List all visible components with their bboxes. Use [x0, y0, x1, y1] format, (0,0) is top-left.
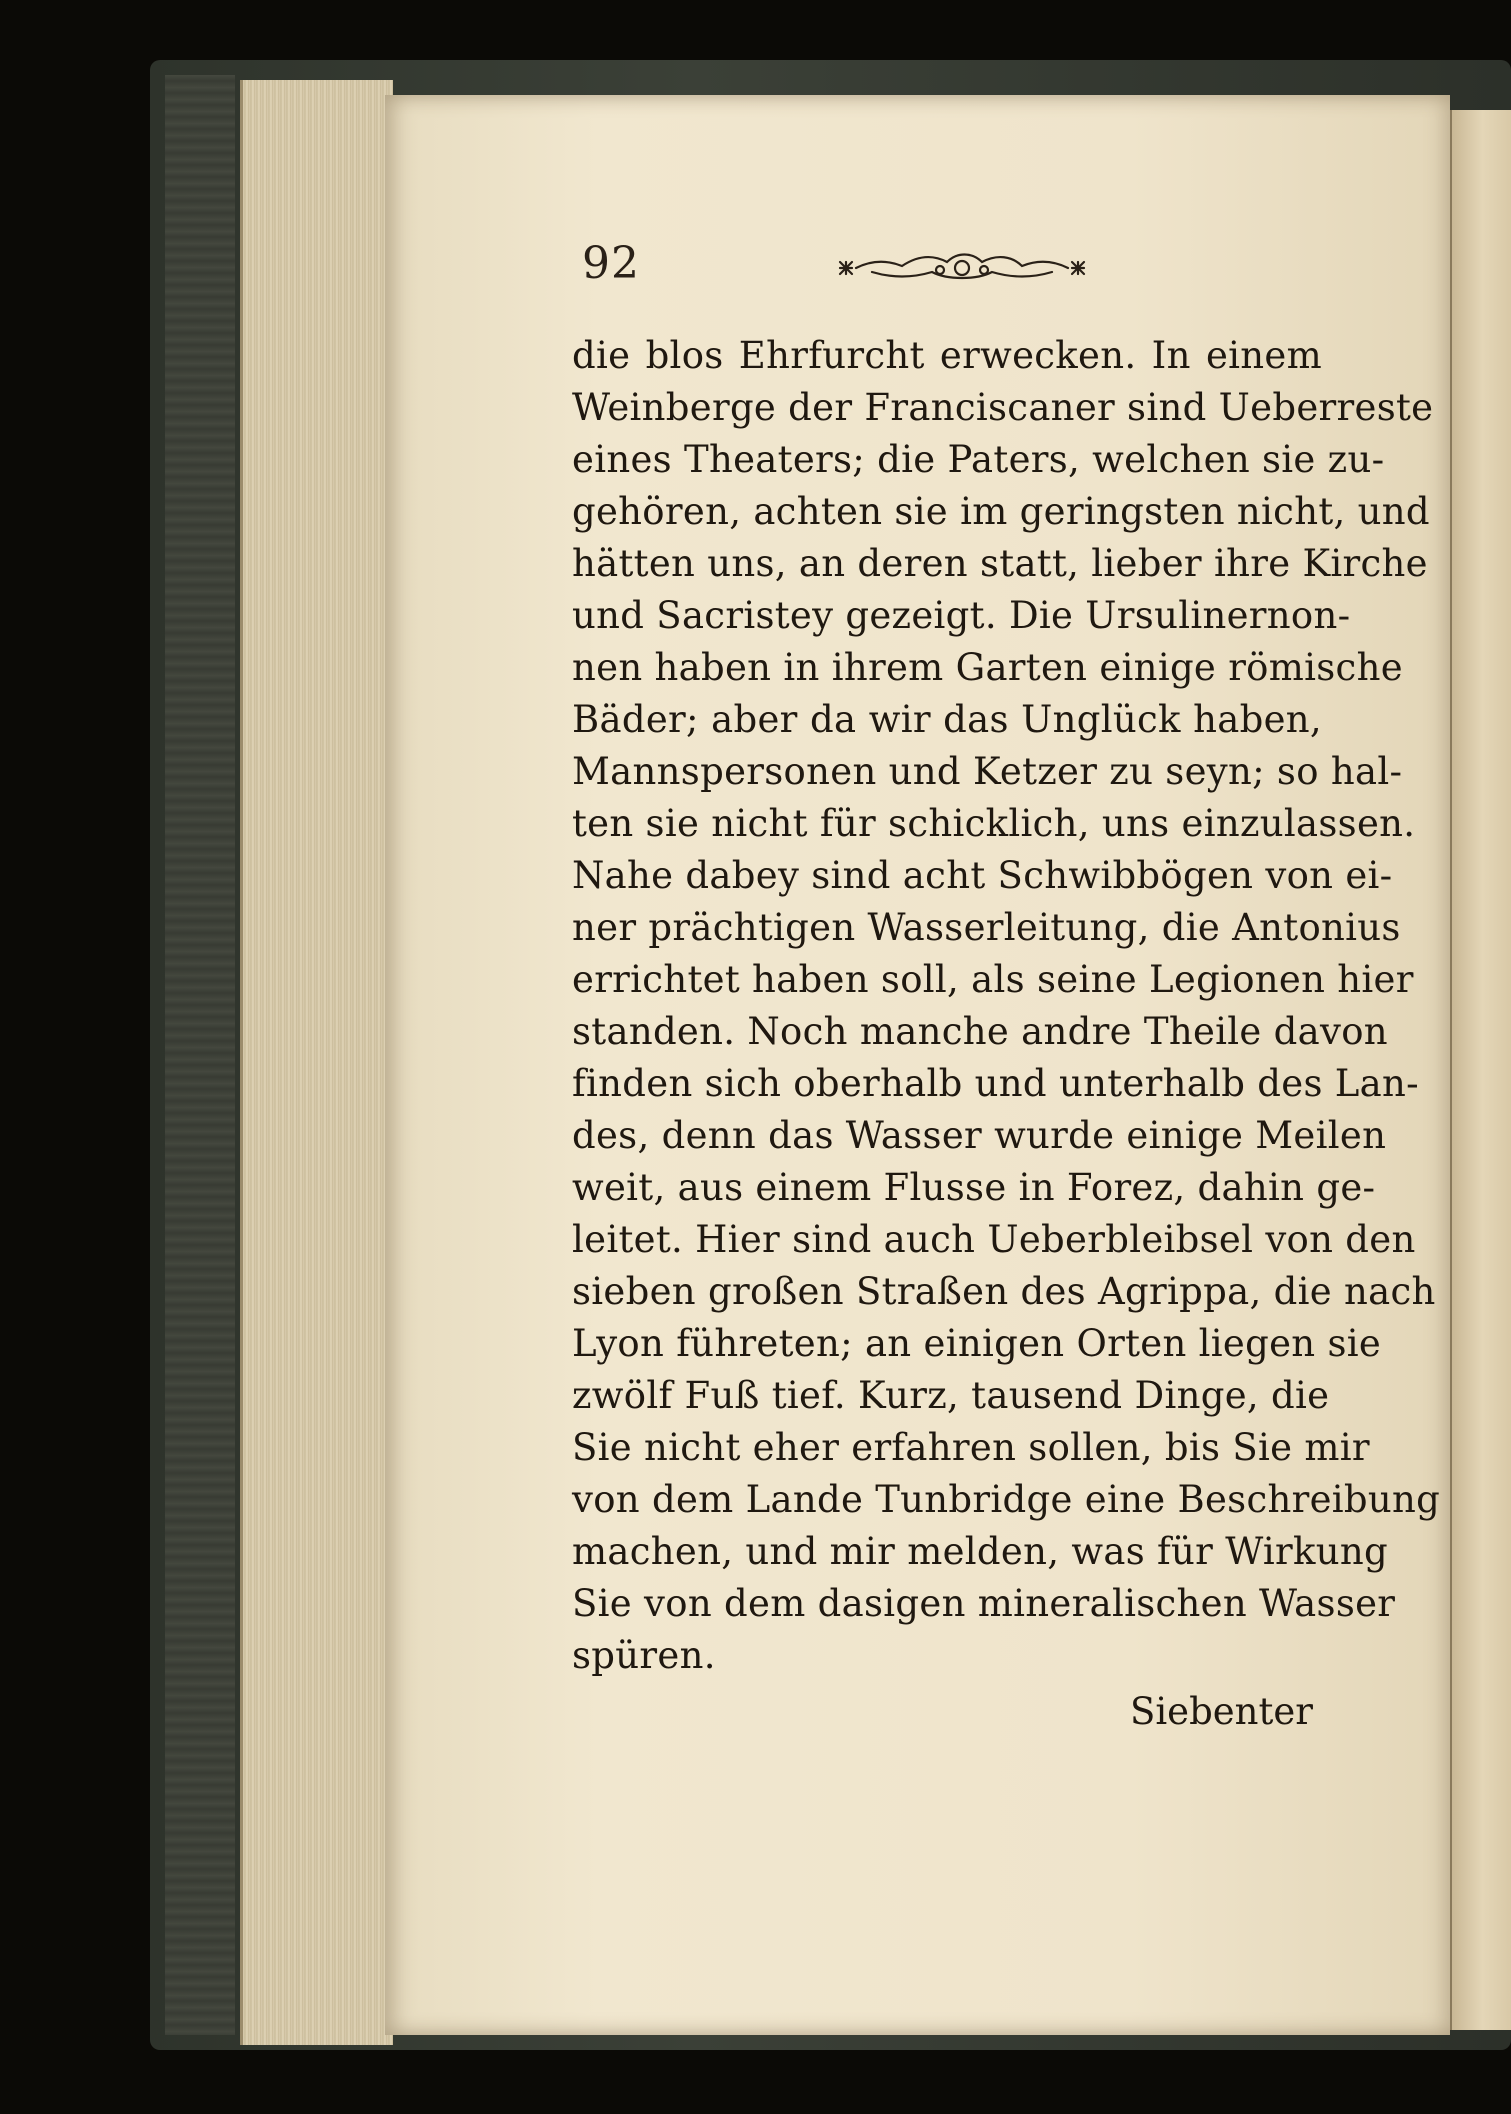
text-line: errichtet haben soll, als seine Legionen hier: [572, 958, 1414, 1001]
text-line: Mannspersonen und Ketzer zu seyn; so hal-: [572, 750, 1403, 793]
page-header: [582, 238, 1102, 298]
text-line: die blos Ehrfurcht erwecken. In einem: [572, 334, 1322, 377]
text-line: machen, und mir melden, was für Wirkung: [572, 1530, 1388, 1573]
text-line: Lyon führeten; an einigen Orten liegen sie: [572, 1322, 1382, 1365]
text-line: Weinberge der Franciscaner sind Ueberreste: [572, 386, 1434, 429]
text-line: Nahe dabey sind acht Schwibbögen von ei-: [572, 854, 1393, 897]
text-line: ner prächtigen Wasserleitung, die Antonius: [572, 906, 1401, 949]
text-line: finden sich oberhalb und unterhalb des Lan-: [572, 1062, 1419, 1105]
text-line: weit, aus einem Flusse in Forez, dahin ge-: [572, 1166, 1376, 1209]
facing-page-edge: [1450, 110, 1511, 2030]
text-line: des, denn das Wasser wurde einige Meilen: [572, 1114, 1387, 1157]
text-line: gehören, achten sie im geringsten nicht, und: [572, 490, 1430, 533]
cover-edge: [165, 75, 235, 2035]
text-line: von dem Lande Tunbridge eine Beschreibung: [572, 1478, 1441, 1521]
page-stack: [240, 80, 393, 2045]
text-line: hätten uns, an deren statt, lieber ihre Kirche: [572, 542, 1428, 585]
text-line: sieben großen Straßen des Agrippa, die nach: [572, 1270, 1436, 1313]
text-line: standen. Noch manche andre Theile davon: [572, 1010, 1388, 1053]
text-line: Sie nicht eher erfahren sollen, bis Sie mir: [572, 1426, 1370, 1469]
text-line: eines Theaters; die Paters, welchen sie zu-: [572, 438, 1385, 481]
text-line: nen haben in ihrem Garten einige römische: [572, 646, 1403, 689]
catchword: Siebenter: [1130, 1690, 1313, 1733]
floral-ornament-icon: [832, 248, 1092, 288]
text-line: Bäder; aber da wir das Unglück haben,: [572, 698, 1322, 741]
text-line: und Sacristey gezeigt. Die Ursulinernon-: [572, 594, 1351, 637]
body-text: [572, 330, 1441, 1682]
text-line: ten sie nicht für schicklich, uns einzulassen.: [572, 802, 1416, 845]
page-number: 92: [582, 238, 640, 289]
text-line: leitet. Hier sind auch Ueberbleibsel von den: [572, 1218, 1416, 1261]
text-line: spüren.: [572, 1634, 716, 1677]
text-line: zwölf Fuß tief. Kurz, tausend Dinge, die: [572, 1374, 1330, 1417]
text-line: Sie von dem dasigen mineralischen Wasser: [572, 1582, 1396, 1625]
